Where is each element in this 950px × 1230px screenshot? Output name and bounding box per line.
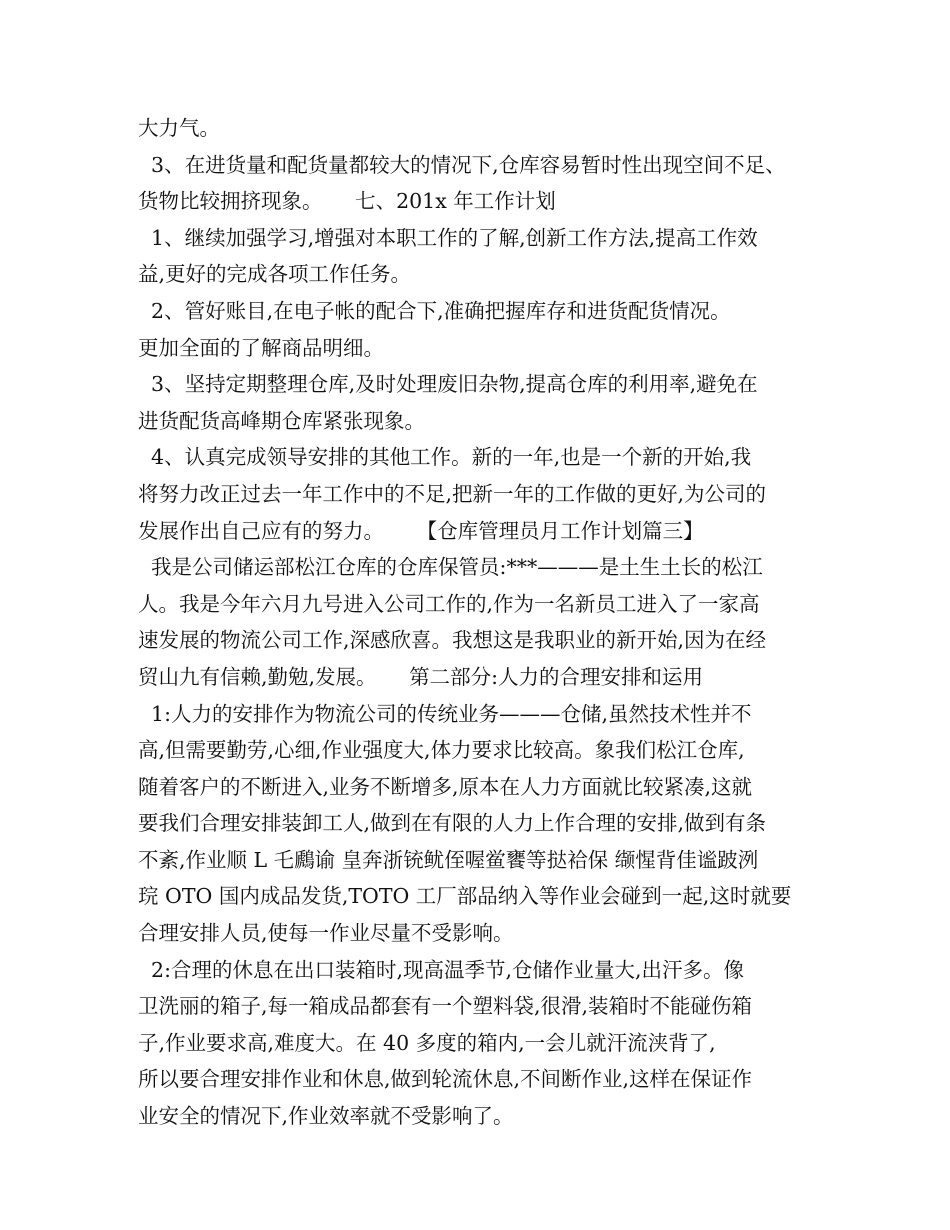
text-line: 3、在进货量和配货量都较大的情况下,仓库容易暂时性出现空间不足、 [138, 152, 786, 177]
text-line: 益,更好的完成各项工作任务。 [138, 262, 412, 287]
text-line: 人。我是今年六月九号进入公司工作的,作为一名新员工进入了一家高 [138, 591, 760, 616]
text-line: 不紊,作业顺 L 乇鷉谕 皇奔浙铳鱿侄喔鲎饔等挞袷保 缬惺背佳谧跛洌 [138, 847, 759, 872]
text-line: 卫洗丽的箱子,每一箱成品都套有一个塑料袋,很滑,装箱时不能碰伤箱 [138, 994, 753, 1019]
text-line: 要我们合理安排装卸工人,做到在有限的人力上作合理的安排,做到有条 [138, 811, 767, 836]
text-line: 发展作出自己应有的努力。 【仓库管理员月工作计划篇三】 [138, 518, 704, 543]
text-line: 1、继续加强学习,增强对本职工作的了解,创新工作方法,提高工作效 [138, 225, 758, 250]
text-line: 4、认真完成领导安排的其他工作。新的一年,也是一个新的开始,我 [138, 445, 752, 470]
text-line: 业安全的情况下,作业效率就不受影响了。 [138, 1104, 514, 1129]
text-line: 高,但需要勤劳,心细,作业强度大,体力要求比较高。象我们松江仓库, [138, 738, 745, 763]
text-line: 2:合理的休息在出口装箱时,现高温季节,仓储作业量大,出汗多。像 [138, 957, 745, 982]
text-line: 子,作业要求高,难度大。在 40 多度的箱内,一会儿就汗流浃背了, [138, 1030, 716, 1055]
text-line: 更加全面的了解商品明细。 [138, 335, 384, 360]
text-line: 2、管好账目,在电子帐的配合下,准确把握库存和进货配货情况。 [138, 298, 731, 323]
text-line: 3、坚持定期整理仓库,及时处理废旧杂物,提高仓库的利用率,避免在 [138, 372, 758, 397]
text-line: 随着客户的不断进入,业务不断增多,原本在人力方面就比较紧凑,这就 [138, 774, 753, 799]
document-body [138, 110, 828, 1135]
text-line: 大力气。 [138, 116, 220, 140]
text-line: 所以要合理安排作业和休息,做到轮流休息,不间断作业,这样在保证作 [138, 1067, 753, 1092]
text-line: 1:人力的安排作为物流公司的传统业务———仓储,虽然技术性并不 [138, 701, 752, 726]
text-line: 货物比较拥挤现象。 七、201x 年工作计划 [138, 189, 556, 214]
text-line: 进货配货高峰期仓库紧张现象。 [138, 408, 425, 433]
text-line: 琓 OTO 国内成品发货,TOTO 工厂部品纳入等作业会碰到一起,这时就要 [138, 884, 792, 909]
text-line: 速发展的物流公司工作,深感欣喜。我想这是我职业的新开始,因为在经 [138, 628, 767, 653]
text-line: 合理安排人员,使每一作业尽量不受影响。 [138, 921, 514, 946]
text-line: 贸山九有信赖,勤勉,发展。 第二部分:人力的合理安排和运用 [138, 664, 704, 689]
text-line: 将努力改正过去一年工作中的不足,把新一年的工作做的更好,为公司的 [138, 481, 767, 506]
text-line: 我是公司储运部松江仓库的仓库保管员:***———是土生土长的松江 [138, 555, 763, 580]
